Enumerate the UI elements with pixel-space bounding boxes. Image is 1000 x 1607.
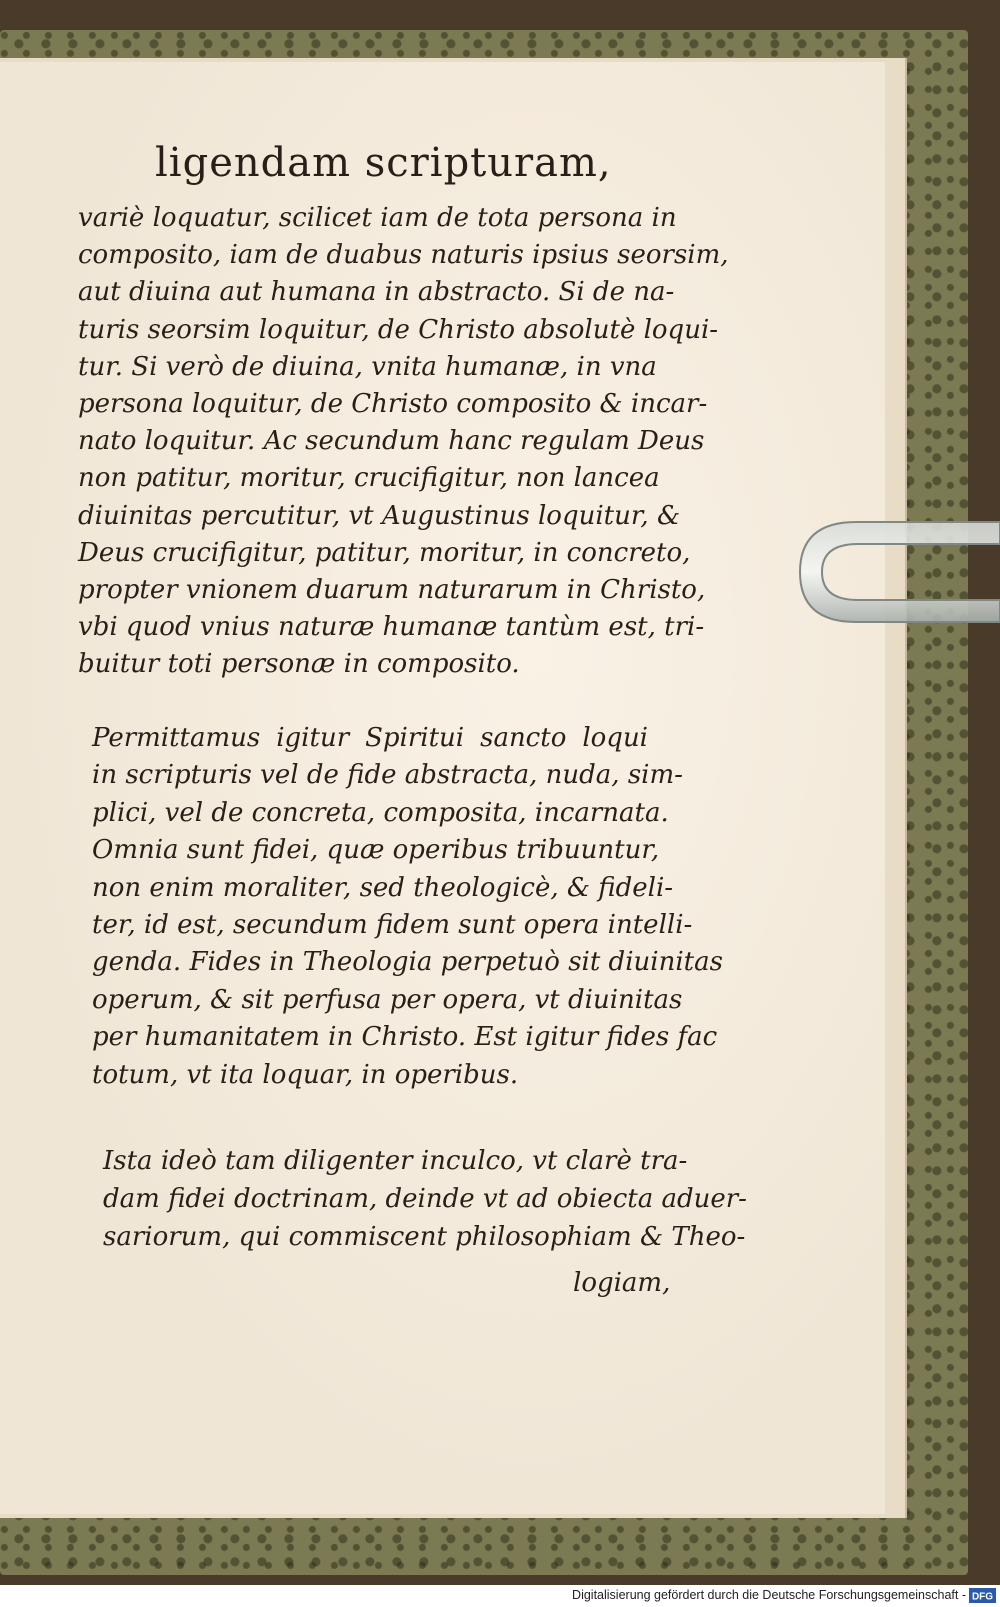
catchword: logiam, bbox=[573, 1268, 671, 1298]
text-line: composito, iam de duabus naturis ipsius seorsim, bbox=[78, 240, 729, 271]
text-line: aut diuina aut humana in abstracto. Si de na- bbox=[78, 277, 675, 308]
text-line: tur. Si verò de diuina, vnita humanæ, in vna bbox=[78, 351, 657, 382]
text-line: non patitur, moritur, crucifigitur, non lancea bbox=[78, 463, 660, 494]
footer-credit: Digitalisierung gefördert durch die Deutsche Forschungsgemeinschaft - bbox=[572, 1588, 966, 1602]
text-line: operum, & sit perfusa per opera, vt diuinitas bbox=[92, 984, 683, 1015]
text-line: per humanitatem in Christo. Est igitur fides fac bbox=[92, 1022, 718, 1053]
dfg-logo bbox=[969, 1588, 996, 1603]
svg-text:DFG: DFG bbox=[971, 1591, 994, 1603]
text-line: Omnia sunt fidei, quæ operibus tribuuntur, bbox=[92, 835, 660, 866]
page-clip bbox=[796, 516, 1000, 628]
text-line: Deus crucifigitur, patitur, moritur, in concreto, bbox=[78, 537, 691, 568]
text-line: vbi quod vnius naturæ humanæ tantùm est, tri- bbox=[78, 612, 705, 643]
text-line: Permittamus igitur Spiritui sancto loqui bbox=[92, 723, 648, 753]
text-line: variè loquatur, scilicet iam de tota persona in bbox=[78, 203, 677, 233]
text-line: Ista ideò tam diligenter inculco, vt clarè tra- bbox=[103, 1146, 688, 1176]
text-line: persona loquitur, de Christo composito & incar- bbox=[78, 389, 708, 419]
text-line: in scripturis vel de fide abstracta, nuda, sim- bbox=[92, 760, 683, 791]
text-line: dam fidei doctrinam, deinde vt ad obiecta aduer- bbox=[103, 1184, 747, 1214]
text-line: plici, vel de concreta, composita, incarnata. bbox=[92, 797, 669, 828]
text-line: buitur toti personæ in composito. bbox=[78, 649, 520, 680]
running-head: ligendam scripturam, bbox=[155, 140, 612, 186]
text-line: sariorum, qui commiscent philosophiam & Theo- bbox=[103, 1222, 746, 1252]
footer-bar bbox=[0, 1585, 1000, 1607]
text-line: totum, vt ita loquar, in operibus. bbox=[92, 1059, 519, 1090]
text-line: non enim moraliter, sed theologicè, & fideli- bbox=[92, 872, 674, 903]
text-line: ter, id est, secundum fidem sunt opera intelli- bbox=[92, 910, 693, 940]
text-line: diuinitas percutitur, vt Augustinus loquitur, & bbox=[78, 500, 681, 531]
text-line: turis seorsim loquitur, de Christo absolutè loqui- bbox=[78, 314, 719, 345]
text-line: nato loquitur. Ac secundum hanc regulam Deus bbox=[78, 426, 705, 457]
text-line: propter vnionem duarum naturarum in Christo, bbox=[78, 575, 706, 605]
text-line: genda. Fides in Theologia perpetuò sit diuinitas bbox=[92, 947, 723, 978]
